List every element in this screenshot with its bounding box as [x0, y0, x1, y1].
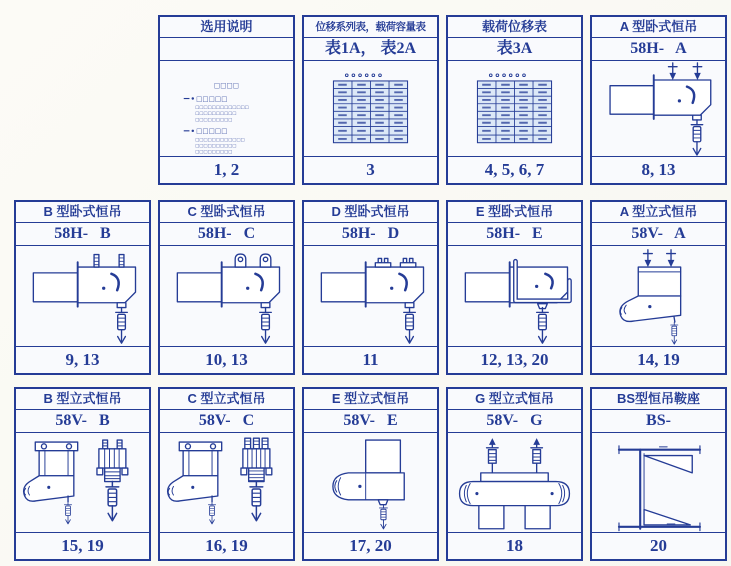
cell-pages: 9, 13	[16, 346, 149, 373]
cell-drawing-area	[448, 61, 581, 156]
cell-code: BS-	[592, 410, 725, 433]
cell-58h-c	[158, 200, 295, 375]
cell-title: C 型立式恒吊	[160, 389, 293, 410]
cell-drawing-area	[304, 61, 437, 156]
cell-title: E 型立式恒吊	[304, 389, 437, 410]
svg-text:□□□□: □□□□	[213, 81, 240, 90]
svg-text:□□□□□□□□□□: □□□□□□□□□□	[195, 143, 237, 149]
cell-drawing-area	[16, 246, 149, 346]
cell-code: 58H- B	[16, 223, 149, 246]
cell-pages: 11	[304, 346, 437, 373]
cell-title: A 型立式恒吊	[592, 202, 725, 223]
cell-58v-c	[158, 387, 295, 561]
mini-table-sketch	[448, 61, 581, 156]
cell-drawing-area	[16, 433, 149, 532]
cell-pages: 14, 19	[592, 346, 725, 373]
svg-text:□□□□□: □□□□□	[196, 94, 228, 103]
hoist-58v-a-drawing	[592, 246, 725, 346]
cell-pages: 15, 19	[16, 532, 149, 559]
hoist-58h-d-drawing	[304, 246, 437, 346]
cell-title: C 型卧式恒吊	[160, 202, 293, 223]
cell-load-displacement-table	[446, 15, 583, 185]
cell-code: 表3A	[448, 38, 581, 61]
cell-drawing-area	[592, 61, 725, 156]
cell-drawing-area	[160, 246, 293, 346]
cell-58h-d	[302, 200, 439, 375]
cell-displacement-series-table	[302, 15, 439, 185]
cell-title: 位移系列表，载荷容量表	[304, 17, 437, 38]
cell-58v-g	[446, 387, 583, 561]
cell-pages: 20	[592, 532, 725, 559]
cell-code: 58V- A	[592, 223, 725, 246]
cell-code: 58V- B	[16, 410, 149, 433]
cell-58v-b	[14, 387, 151, 561]
cell-code: 58V- G	[448, 410, 581, 433]
cell-title: B 型卧式恒吊	[16, 202, 149, 223]
cell-title: D 型卧式恒吊	[304, 202, 437, 223]
hoist-58h-b-drawing	[16, 246, 149, 346]
cell-code: 表1A， 表2A	[304, 38, 437, 61]
cell-drawing-area	[448, 246, 581, 346]
cell-code	[160, 38, 293, 61]
cell-drawing-area	[448, 433, 581, 532]
cell-pages: 4, 5, 6, 7	[448, 156, 581, 183]
hoist-58v-e-drawing	[304, 433, 437, 532]
illegible-notes-sketch	[160, 61, 293, 156]
cell-title: 选用说明	[160, 17, 293, 38]
cell-selection-notes	[158, 15, 295, 185]
cell-code: 58H- C	[160, 223, 293, 246]
cell-bs-saddle	[590, 387, 727, 561]
cell-drawing-area	[160, 433, 293, 532]
svg-text:□□□□□□□□□□: □□□□□□□□□□	[195, 111, 237, 117]
cell-code: 58H- A	[592, 38, 725, 61]
cell-58v-a	[590, 200, 727, 375]
svg-text:□□□□□□□□□□□□□: □□□□□□□□□□□□□	[195, 105, 249, 111]
cell-code: 58V- E	[304, 410, 437, 433]
saddle-bs-drawing	[592, 433, 725, 532]
cell-58v-e	[302, 387, 439, 561]
svg-text:□□□□□□□□□: □□□□□□□□□	[195, 117, 233, 123]
cell-drawing-area	[304, 246, 437, 346]
svg-text:□□□□□□□□□: □□□□□□□□□	[195, 150, 233, 156]
cell-58h-b	[14, 200, 151, 375]
cell-title: B 型立式恒吊	[16, 389, 149, 410]
hoist-58h-e-drawing	[448, 246, 581, 346]
cell-pages: 10, 13	[160, 346, 293, 373]
cell-pages: 3	[304, 156, 437, 183]
cell-pages: 12, 13, 20	[448, 346, 581, 373]
cell-title: G 型立式恒吊	[448, 389, 581, 410]
cell-pages: 18	[448, 532, 581, 559]
cell-code: 58H- D	[304, 223, 437, 246]
cell-pages: 16, 19	[160, 532, 293, 559]
hoist-58v-g-drawing	[448, 433, 581, 532]
cell-58h-e	[446, 200, 583, 375]
hoist-58v-b-drawing	[16, 433, 149, 532]
cell-drawing-area	[304, 433, 437, 532]
hoist-58v-c-drawing	[160, 433, 293, 532]
mini-table-sketch	[304, 61, 437, 156]
hoist-58h-a-drawing	[592, 61, 725, 156]
cell-title: A 型卧式恒吊	[592, 17, 725, 38]
svg-text:□□□□□: □□□□□	[196, 127, 228, 136]
cell-pages: 17, 20	[304, 532, 437, 559]
cell-58h-a	[590, 15, 727, 185]
cell-drawing-area	[160, 61, 293, 156]
cell-title: BS型恒吊鞍座	[592, 389, 725, 410]
cell-title: 载荷位移表	[448, 17, 581, 38]
cell-pages: 8, 13	[592, 156, 725, 183]
cell-code: 58V- C	[160, 410, 293, 433]
svg-text:□□□□□□□□□□□□: □□□□□□□□□□□□	[195, 137, 245, 143]
cell-code: 58H- E	[448, 223, 581, 246]
cell-pages: 1, 2	[160, 156, 293, 183]
cell-drawing-area	[592, 246, 725, 346]
hoist-58h-c-drawing	[160, 246, 293, 346]
cell-drawing-area	[592, 433, 725, 532]
cell-title: E 型卧式恒吊	[448, 202, 581, 223]
